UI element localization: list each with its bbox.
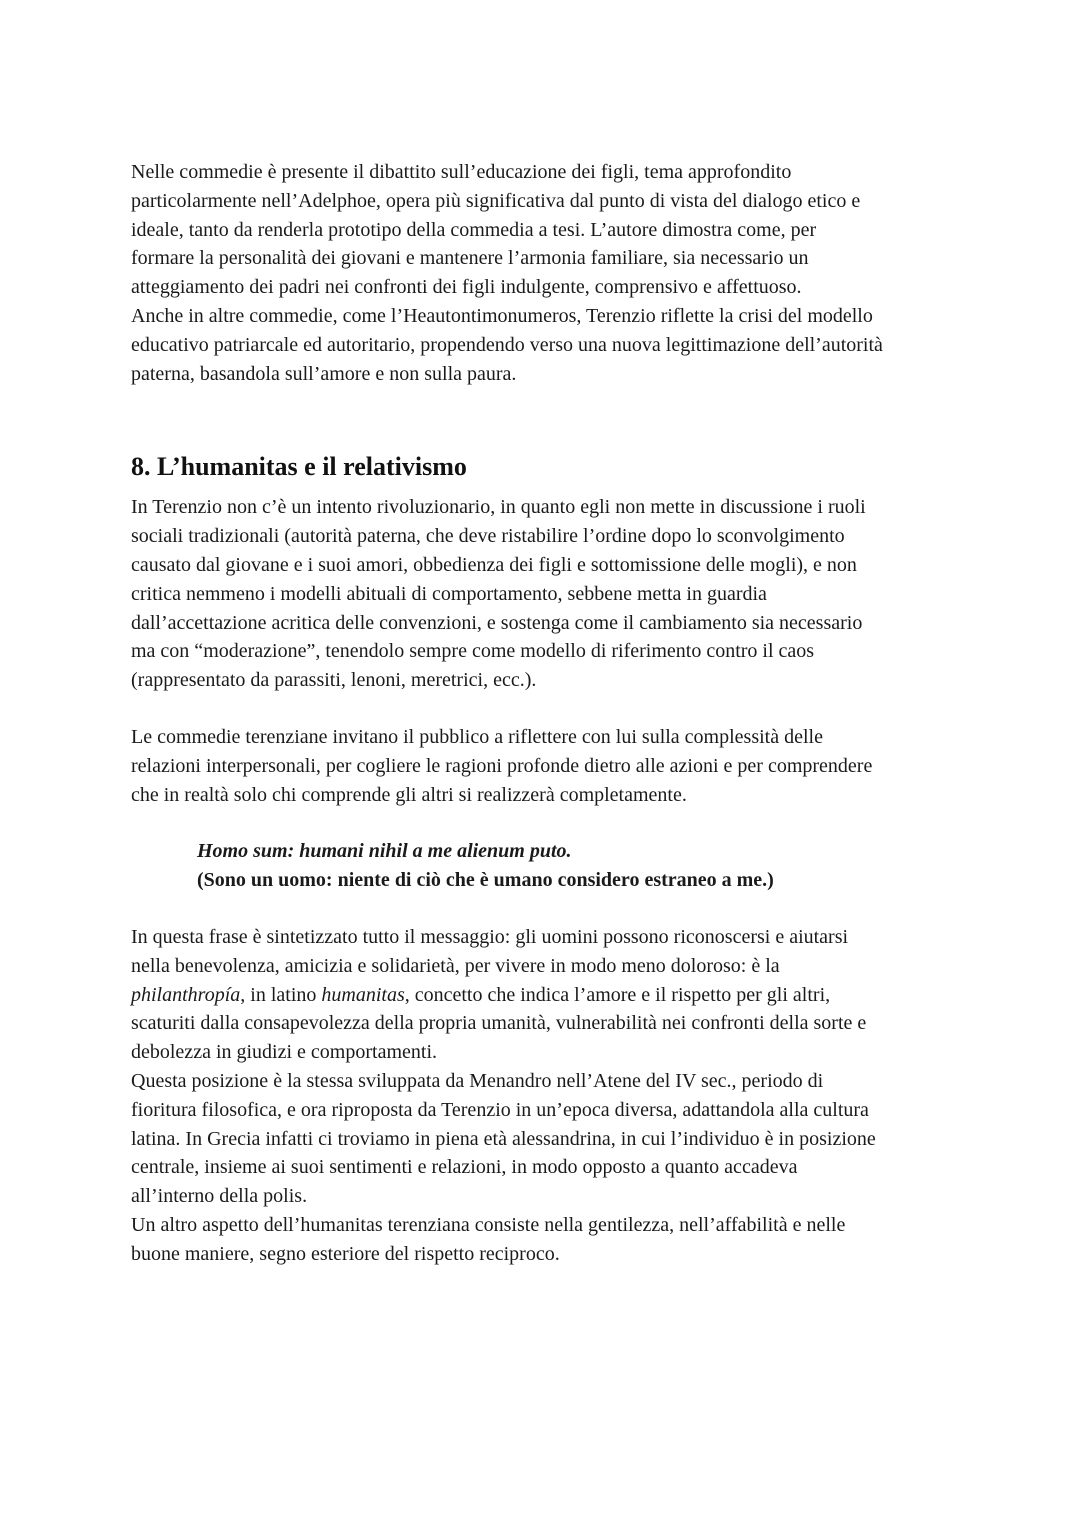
text-line: Questa posizione è la stessa sviluppata da Menandro nell’Atene del IV sec., periodo di [131,1069,824,1092]
text-line: che in realtà solo chi comprende gli altri si realizzerà completamente. [131,783,687,806]
term-philanthropia: philanthropía [131,983,241,1006]
text-line: fioritura filosofica, e ora riproposta da Terenzio in un’epoca diversa, adattandola alla cultura [131,1098,869,1121]
text-line: ma con “moderazione”, tenendolo sempre come modello di riferimento contro il caos [131,640,815,663]
text-line: Un altro aspetto dell’humanitas terenziana consiste nella gentilezza, nell’affabilità e nelle [131,1213,846,1236]
text-line: all’interno della polis. [131,1185,308,1208]
text-fragment: , in latino [240,983,322,1006]
quote-translation: (Sono un uomo: niente di ciò che è umano considero estraneo a me.) [197,869,774,892]
text-line: critica nemmeno i modelli abituali di comportamento, sebbene metta in guardia [131,582,767,605]
text-line: In Terenzio non c’è un intento rivoluzionario, in quanto egli non mette in discussione i ruoli [131,496,866,519]
section-heading: 8. L’humanitas e il relativismo [131,452,467,482]
paragraph-relativism [131,493,961,695]
text-line: dall’accettazione acritica delle convenzioni, e sostenga come il cambiamento sia necessario [131,611,863,634]
paragraph-interpersonal [131,723,961,809]
paragraph-education [131,158,961,388]
quote-block [131,837,961,895]
text-line: formare la personalità dei giovani e mantenere l’armonia familiare, sia necessario un [131,247,809,270]
text-line: nella benevolenza, amicizia e solidarietà, per vivere in modo meno doloroso: è la [131,954,780,977]
text-line: sociali tradizionali (autorità paterna, che deve ristabilire l’ordine dopo lo sconvolgimento [131,525,845,548]
text-line: centrale, insieme ai suoi sentimenti e relazioni, in modo opposto a quanto accadeva [131,1156,798,1179]
text-line: educativo patriarcale ed autoritario, propendendo verso una nuova legittimazione dell’autorità [131,333,883,356]
text-line: Nelle commedie è presente il dibattito sull’educazione dei figli, tema approfondito [131,161,792,183]
text-line: atteggiamento dei padri nei confronti dei figli indulgente, comprensivo e affettuoso. [131,276,802,299]
text-line: debolezza in giudizi e comportamenti. [131,1041,437,1064]
text-line: paterna, basandola sull’amore e non sulla paura. [131,362,517,385]
text-line: Anche in altre commedie, come l’Heautontimonumeros, Terenzio riflette la crisi del modello [131,304,873,327]
paragraph-humanitas [131,923,961,1269]
text-line: scaturiti dalla consapevolezza della propria umanità, vulnerabilità nei confronti della sorte e [131,1012,867,1035]
text-line: causato dal giovane e i suoi amori, obbedienza dei figli e sottomissione delle mogli), e non [131,553,857,576]
text-line: particolarmente nell’Adelphoe, opera più significativa dal punto di vista del dialogo etico e [131,189,861,212]
text-line [131,981,961,1010]
text-line: latina. In Grecia infatti ci troviamo in piena età alessandrina, in cui l’individuo è in posizione [131,1127,876,1150]
text-line: (rappresentato da parassiti, lenoni, meretrici, ecc.). [131,669,537,692]
document-page [131,158,961,1269]
text-line: In questa frase è sintetizzato tutto il messaggio: gli uomini possono riconoscersi e aiutarsi [131,925,849,948]
text-line: Le commedie terenziane invitano il pubblico a riflettere con lui sulla complessità delle [131,725,823,748]
text-line: ideale, tanto da renderla prototipo della commedia a tesi. L’autore dimostra come, per [131,218,817,241]
text-line: relazioni interpersonali, per cogliere le ragioni profonde dietro alle azioni e per comprendere [131,754,873,777]
text-fragment: , concetto che indica l’amore e il rispetto per gli altri, [404,983,831,1006]
term-humanitas: humanitas [321,983,405,1006]
text-line: buone maniere, segno esteriore del rispetto reciproco. [131,1242,560,1265]
quote-latin: Homo sum: humani nihil a me alienum puto. [197,840,572,863]
